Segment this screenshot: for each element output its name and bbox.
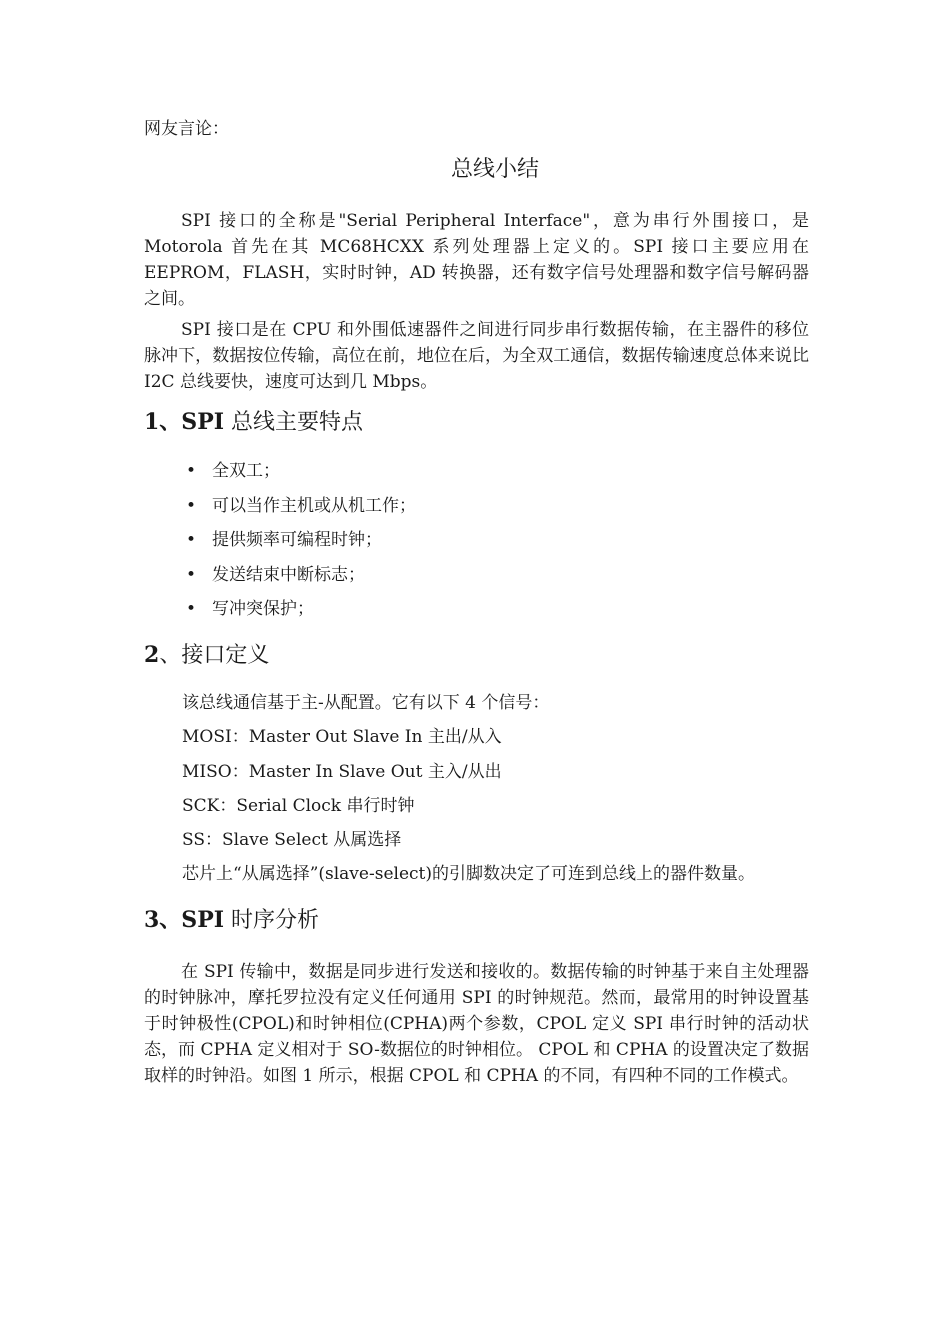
bullet-icon: • [186,461,197,481]
section-heading-text: 时序分析 [224,908,320,933]
list-item [186,493,416,528]
list-item-text: 发送结束中断标志； [212,564,365,585]
bullet-icon: • [186,495,197,516]
signal-mosi: MOSI：Master Out Slave In 主出/从入 [182,727,502,748]
section-number: 3、SPI [144,907,225,933]
signal-definitions [182,690,755,896]
list-item-text: 写冲突保护； [212,599,314,619]
list-item-text: 提供频率可编程时钟； [212,530,382,550]
section-heading-features [144,407,363,438]
section-heading-timing [144,905,319,936]
list-item-text: 可以当作主机或从机工作； [212,495,416,516]
list-item [186,458,416,493]
section-number: 1、SPI [144,409,225,435]
page-title: 总线小结 [450,157,539,182]
bullet-icon: • [186,564,197,585]
list-item [186,527,416,562]
paragraph-spi-timing: 在 SPI 传输中，数据是同步进行发送和接收的。数据传输的时钟基于来自主处理器的时钟脉冲，摩托罗拉没有定义任何通用 SPI 的时钟规范。然而，最常用的时钟设置基于时钟极性(CPOL)和时钟相位(CPHA)两个参数，CPOL 定义 SPI 串行时钟的活动状态，而 CPHA 定义相对于 SO-数据位的时钟相位。 CPOL 和 CPHA 的设置决定了数据取样的时钟沿。如图 1 所示，根据 CPOL 和 CPHA 的不同，有四种不同的工作模式。 [144,962,809,1086]
signal-miso: MISO：Master In Slave Out 主入/从出 [182,761,502,782]
signal-sck: SCK：Serial Clock 串行时钟 [182,795,415,816]
feature-list [186,458,416,631]
signal-intro: 该总线通信基于主-从配置。它有以下 4 个信号： [182,693,550,713]
bullet-icon: • [186,530,197,550]
paragraph-spi-transfer: SPI 接口是在 CPU 和外围低速器件之间进行同步串行数据传输，在主器件的移位脉冲下，数据按位传输，高位在前，地位在后，为全双工通信，数据传输速度总体来说比 I2C 总线要快，速度可达到几 Mbps。 [144,320,809,392]
signal-note: 芯片上“从属选择”(slave-select)的引脚数决定了可连到总线上的器件数量。 [182,864,755,885]
signal-ss: SS：Slave Select 从属选择 [182,830,402,851]
section-heading-text: 总线主要特点 [224,410,364,435]
section-heading-interface [144,640,269,671]
paragraph-spi-overview: SPI 接口的全称是"Serial Peripheral Interface"，意为串行外围接口，是Motorola 首先在其 MC68HCXX 系列处理器上定义的。SPI 接口主要应用在EEPROM，FLASH，实时时钟，AD 转换器，还有数字信号处理器和数字信号解码器之间。 [144,211,809,309]
section-number: 2 [144,642,160,668]
list-item [186,562,416,597]
intro-label: 网友言论： [144,119,229,139]
list-item-text: 全双工； [212,461,280,481]
list-item [186,596,416,631]
section-heading-text: 、接口定义 [159,643,270,668]
bullet-icon: • [186,599,197,619]
